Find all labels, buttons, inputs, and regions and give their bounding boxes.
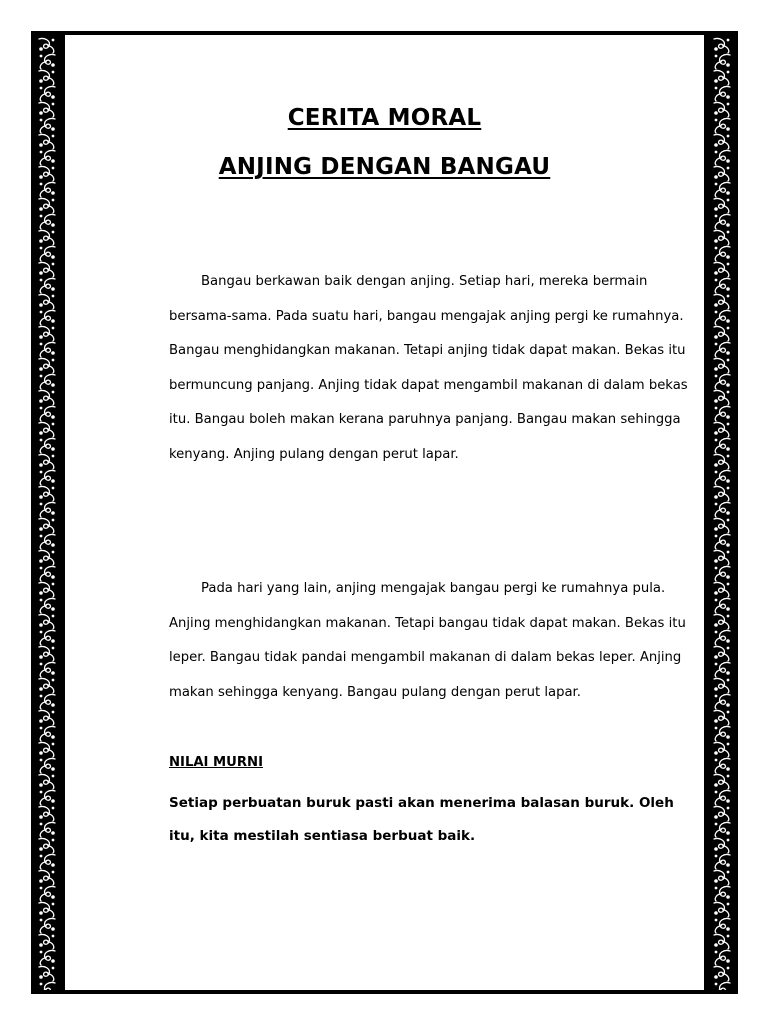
story-paragraph-2 [169,572,704,710]
moral-text: Setiap perbuatan buruk pasti akan menerima balasan buruk. Oleh itu, kita mestilah sentiasa berbuat baik. [169,795,674,844]
floral-swirl-border-icon [710,35,734,990]
page-content [63,35,706,990]
page-title: CERITA MORAL [287,105,482,131]
story-paragraph-1 [169,265,704,472]
moral-heading: NILAI MURNI [169,755,263,770]
paragraph-text: Bangau berkawan baik dengan anjing. Setiap hari, mereka bermain bersama-sama. Pada suatu hari, bangau mengajak anjing pergi ke rumahnya. Bangau menghidangkan makanan. Tetapi anjing tidak dapat makan. Bekas itu bermuncung panjang. Anjing tidak dapat mengambil makanan di dalam bekas itu. Bangau boleh makan kerana paruhnya panjang. Bangau makan sehingga kenyang. Anjing pulang dengan perut lapar. [169,274,688,462]
paragraph-text: Pada hari yang lain, anjing mengajak bangau pergi ke rumahnya pula. Anjing menghidangkan makanan. Tetapi bangau tidak dapat makan. Bekas itu leper. Bangau tidak pandai mengambil makanan di dalam bekas leper. Anjing makan sehingga kenyang. Bangau pulang dengan perut lapar. [169,581,686,700]
decorative-page-border [31,31,738,994]
floral-swirl-border-icon [35,35,59,990]
story-title: ANJING DENGAN BANGAU [218,154,551,180]
